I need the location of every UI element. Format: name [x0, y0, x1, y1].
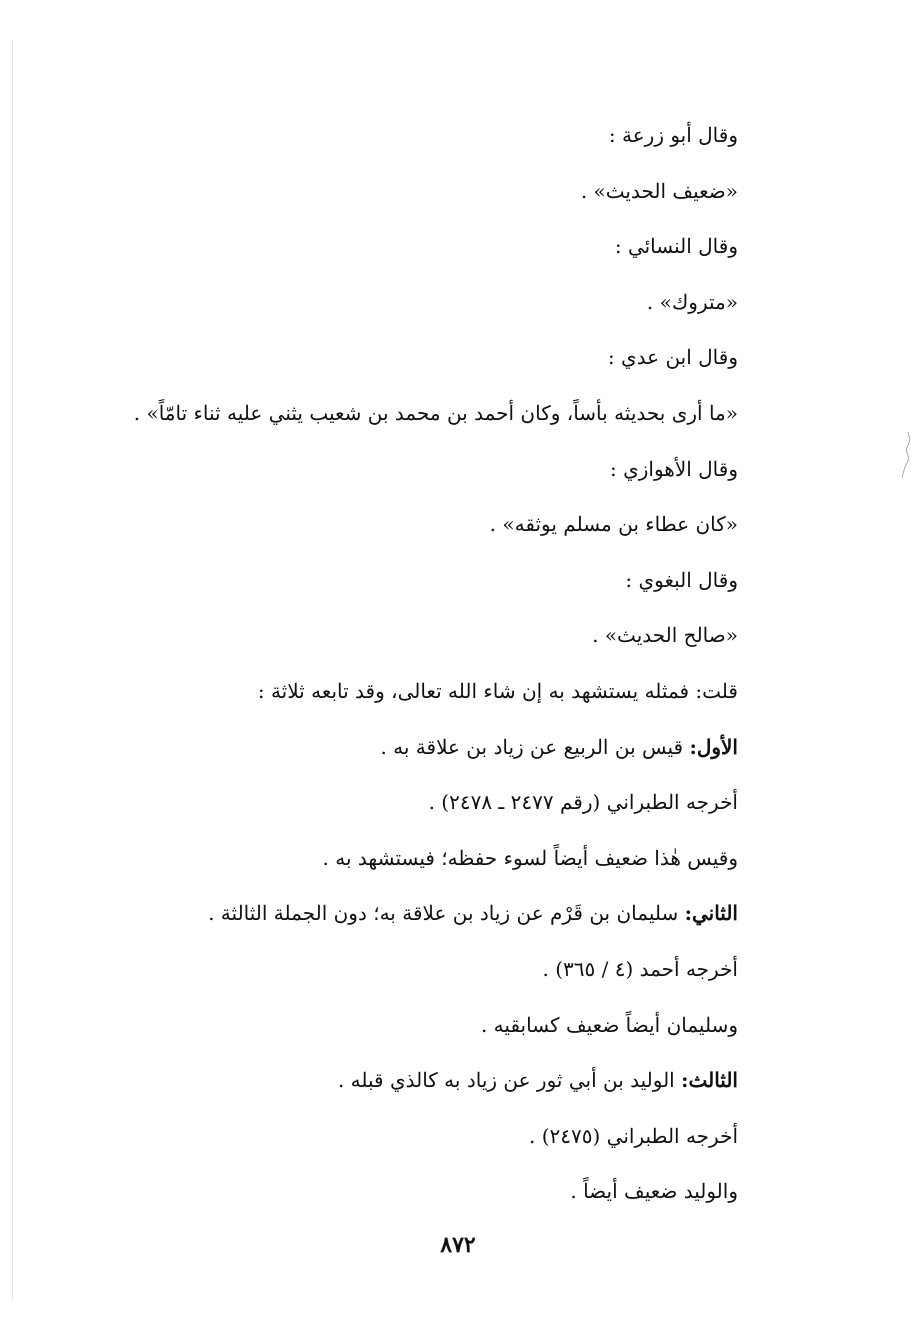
scan-artifact-mark	[900, 430, 912, 480]
text-line: وقال الأهوازي :	[609, 456, 738, 481]
text-line: «صالح الحديث» .	[592, 623, 738, 648]
text-line: وقال أبو زرعة :	[608, 123, 738, 147]
page-number: ٨٧٢	[440, 1232, 476, 1258]
document-body	[78, 108, 738, 1220]
text-line: أخرجه أحمد (٤ / ٣٦٥) .	[542, 956, 738, 981]
text-line: وسليمان أيضاً ضعيف كسابقيه .	[480, 1012, 738, 1037]
text-line: قلت: فمثله يستشهد به إن شاء الله تعالى، وقد تابعه ثلاثة :	[257, 678, 738, 703]
text-line: وقال ابن عدي :	[607, 345, 738, 370]
section-lead: الأول:	[689, 734, 738, 759]
text-line: أخرجه الطبراني (رقم ٢٤٧٧ ـ ٢٤٧٨) .	[428, 790, 738, 815]
text-line: «ما أرى بحديثه بأساً، وكان أحمد بن محمد بن شعيب يثني عليه ثناء تامّاً» .	[133, 400, 738, 425]
text-line: الأول: قيس بن الربيع عن زياد بن علاقة به .	[380, 734, 738, 759]
scan-margin-line	[12, 40, 13, 1300]
text-line: وقيس هٰذا ضعيف أيضاً لسوء حفظه؛ فيستشهد به .	[322, 845, 738, 870]
text-line: الثالث: الوليد بن أبي ثور عن زياد به كالذي قبله .	[337, 1068, 738, 1093]
text-line: وقال البغوي :	[625, 567, 738, 592]
section-lead: الثاني:	[684, 901, 738, 926]
text-line: أخرجه الطبراني (٢٤٧٥) .	[529, 1123, 738, 1148]
text-line: «متروك» .	[646, 289, 738, 314]
text-line: وقال النسائي :	[614, 234, 738, 259]
text-line: «ضعيف الحديث» .	[580, 178, 738, 203]
section-lead: الثالث:	[681, 1068, 738, 1093]
text-line: والوليد ضعيف أيضاً .	[570, 1179, 738, 1204]
text-line: «كان عطاء بن مسلم يوثقه» .	[489, 512, 738, 537]
text-line: الثاني: سليمان بن قَرْم عن زياد بن علاقة به؛ دون الجملة الثالثة .	[208, 901, 738, 926]
